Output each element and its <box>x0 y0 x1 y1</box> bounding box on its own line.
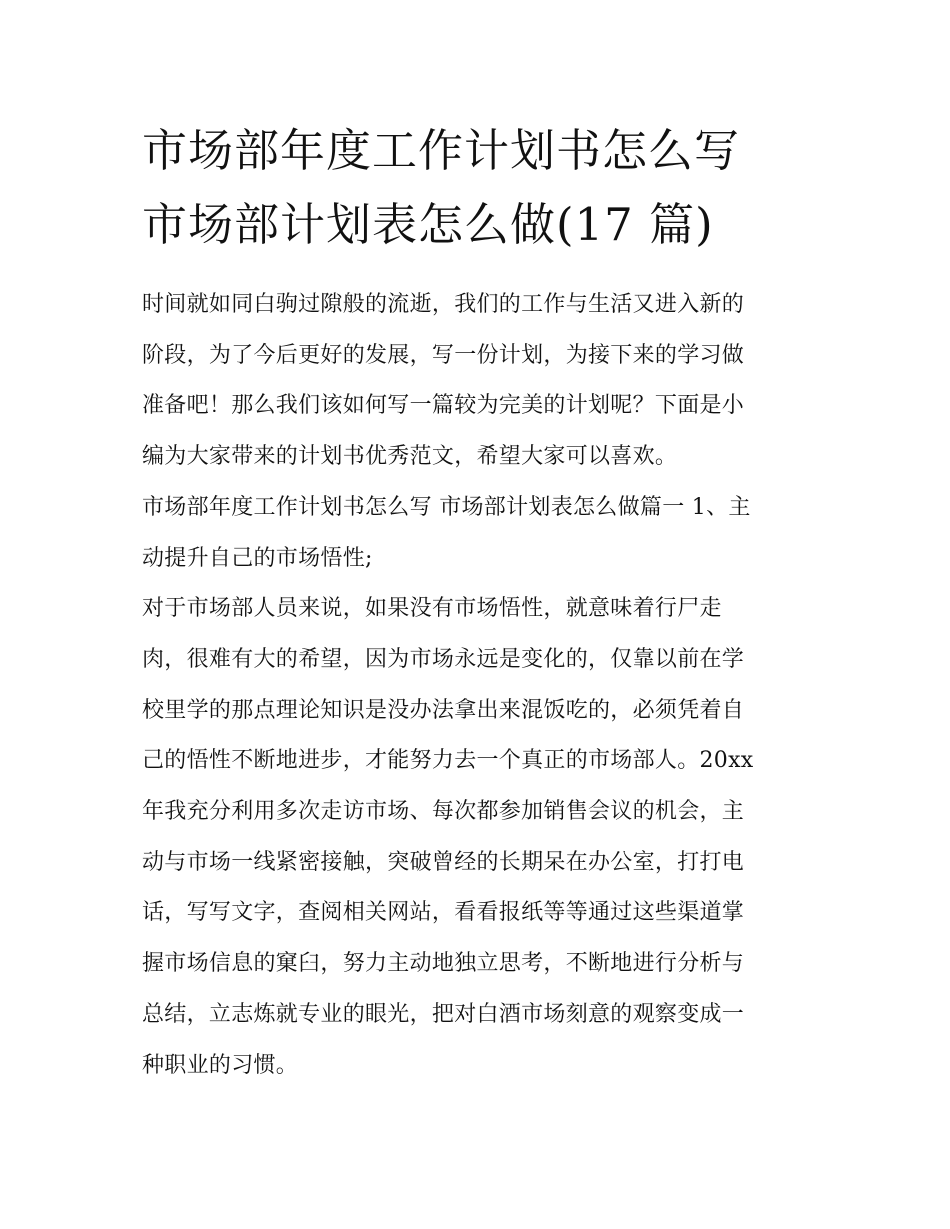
body-line-2: 肉，很难有大的希望，因为市场永远是变化的，仅靠以前在学 <box>142 646 745 672</box>
body-line-5: 年我充分利用多次走访市场、每次都参加销售会议的机会，主 <box>142 799 745 825</box>
document-title <box>142 114 822 262</box>
section-heading-paragraph <box>142 483 814 584</box>
intro-line-3: 准备吧！那么我们该如何写一篇较为完美的计划呢？下面是小 <box>142 393 745 419</box>
intro-line-2: 阶段，为了今后更好的发展，写一份计划，为接下来的学习做 <box>142 342 745 368</box>
title-line-1: 市场部年度工作计划书怎么写 <box>142 124 741 177</box>
body-line-9: 总结，立志炼就专业的眼光，把对白酒市场刻意的观察变成一 <box>142 1001 745 1027</box>
section-line-1: 市场部年度工作计划书怎么写 市场部计划表怎么做篇一 1、主 <box>142 494 751 520</box>
title-line-2: 市场部计划表怎么做(17 篇) <box>142 198 714 251</box>
body-line-10: 种职业的习惯。 <box>142 1052 299 1078</box>
body-line-6: 动与市场一线紧密接触，突破曾经的长期呆在办公室，打打电 <box>142 849 745 875</box>
body-line-1: 对于市场部人员来说，如果没有市场悟性，就意味着行尸走 <box>142 596 722 622</box>
intro-line-4: 编为大家带来的计划书优秀范文，希望大家可以喜欢。 <box>142 444 678 470</box>
body-line-4: 己的悟性不断地进步，才能努力去一个真正的市场部人。20xx <box>142 748 754 774</box>
section-line-2: 动提升自己的市场悟性; <box>142 545 373 571</box>
document-body <box>142 280 814 1091</box>
body-line-3: 校里学的那点理论知识是没办法拿出来混饭吃的，必须凭着自 <box>142 697 745 723</box>
intro-paragraph <box>142 280 814 483</box>
body-line-7: 话，写写文字，查阅相关网站，看看报纸等等通过这些渠道掌 <box>142 900 745 926</box>
body-line-8: 握市场信息的窠臼，努力主动地独立思考，不断地进行分析与 <box>142 951 745 977</box>
body-paragraph <box>142 584 814 1091</box>
intro-line-1: 时间就如同白驹过隙般的流逝，我们的工作与生活又进入新的 <box>142 292 745 317</box>
